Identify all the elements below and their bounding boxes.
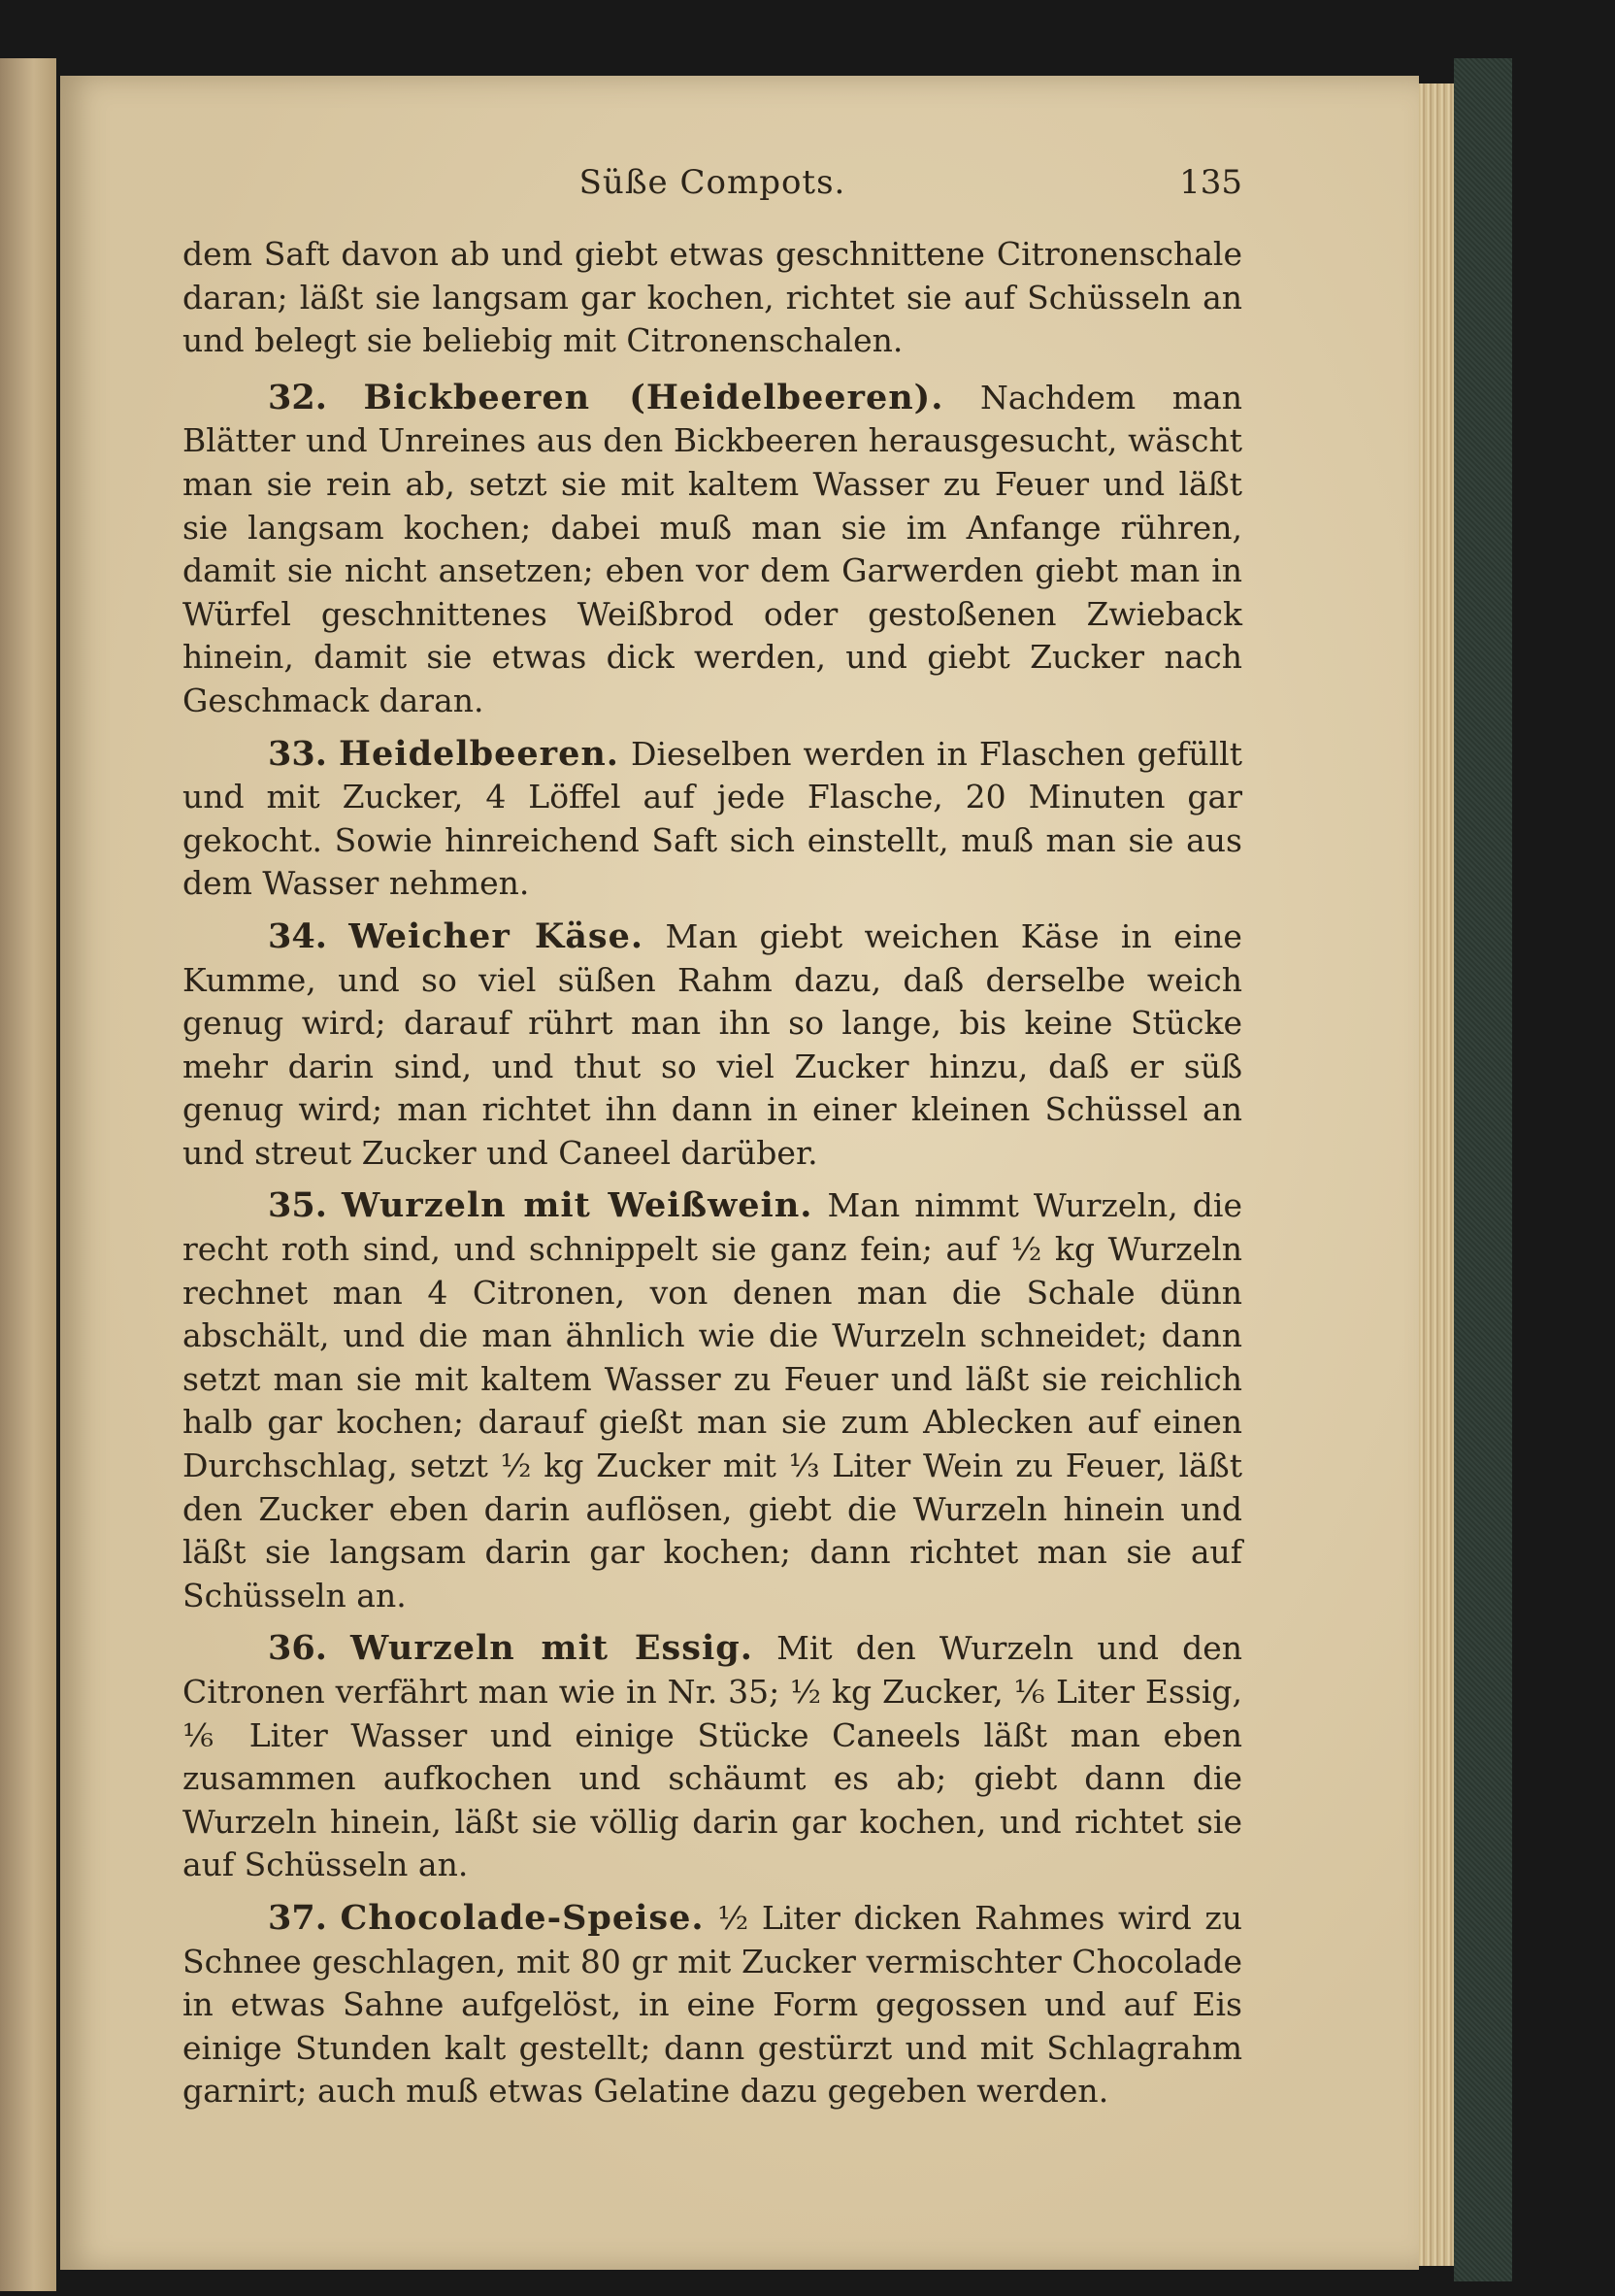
recipe-text: Man nimmt Wurzeln, die recht roth sind, und schnippelt sie ganz fein; auf ½ kg Wurzeln rechnet man 4 Citronen, von denen man die Schale dünn abschält, und die man ähnlich wie die Wurzeln schneidet; dann setzt man sie mit kaltem Wasser zu Feuer und läßt sie reichlich halb gar kochen; darauf gießt man sie zum Ablecken auf einen Durchschlag, setzt ½ kg Zucker mit ⅓ Liter Wein zu Feuer, läßt den Zucker eben darin auflösen, giebt die Wurzeln hinein und läßt sie langsam darin gar kochen; dann richtet man sie auf Schüsseln an. bbox=[182, 1186, 1242, 1614]
page-content bbox=[182, 163, 1242, 2123]
recipe-34 bbox=[182, 915, 1242, 1176]
page-number: 135 bbox=[1179, 163, 1242, 202]
recipe-33 bbox=[182, 733, 1242, 906]
recipe-text: Mit den Wurzeln und den Citronen verfährt man wie in Nr. 35; ½ kg Zucker, ⅙ Liter Essig, ⅙ Liter Wasser und einige Stücke Caneels läßt man eben zusammen aufkochen und schäumt es ab; giebt dann die Wurzeln hinein, läßt sie völlig darin gar kochen, und richtet sie auf Schüsseln an. bbox=[182, 1629, 1242, 1884]
recipe-title: Bickbeeren (Heidelbeeren). bbox=[363, 377, 944, 417]
paragraph-text: dem Saft davon ab und giebt etwas geschnittene Citronenschale daran; läßt sie langsam gar kochen, richtet sie auf Schüsseln an und belegt sie beliebig mit Citronenschalen. bbox=[182, 235, 1242, 360]
recipe-36 bbox=[182, 1627, 1242, 1887]
book-cover bbox=[1454, 58, 1512, 2281]
recipe-text: Nachdem man Blätter und Unreines aus den Bickbeeren herausgesucht, wäscht man sie rein ab, setzt sie mit kaltem Wasser zu Feuer und läßt sie langsam kochen; dabei muß man sie im Anfange rühren, damit sie nicht ansetzen; eben vor dem Garwerden giebt man in Würfel geschnittenes Weißbrod oder gestoßenen Zwieback hinein, damit sie etwas dick werden, und giebt Zucker nach Geschmack daran. bbox=[182, 378, 1242, 719]
recipe-text: Dieselben werden in Flaschen gefüllt und mit Zucker, 4 Löffel auf jede Flasche, 20 Minuten gar gekocht. Sowie hinreichend Saft sich einstellt, muß man sie aus dem Wasser nehmen. bbox=[182, 734, 1242, 903]
recipe-title: Wurzeln mit Essig. bbox=[350, 1628, 753, 1669]
recipe-number: 33. bbox=[268, 733, 327, 774]
recipe-title: Wurzeln mit Weißwein. bbox=[341, 1185, 813, 1226]
recipe-32 bbox=[182, 377, 1242, 723]
left-page-edge bbox=[0, 58, 56, 2291]
recipe-number: 37. bbox=[268, 1897, 327, 1938]
recipe-title: Chocolade-Speise. bbox=[340, 1897, 705, 1938]
recipe-number: 36. bbox=[268, 1628, 327, 1669]
page-header bbox=[182, 163, 1242, 212]
recipe-number: 34. bbox=[268, 915, 327, 956]
running-title: Süße Compots. bbox=[578, 163, 846, 202]
recipe-37 bbox=[182, 1897, 1242, 2113]
recipe-35 bbox=[182, 1184, 1242, 1617]
recipe-number: 32. bbox=[268, 377, 327, 417]
recipe-number: 35. bbox=[268, 1185, 327, 1226]
recipe-title: Weicher Käse. bbox=[348, 915, 644, 956]
paragraph-continuation bbox=[182, 233, 1242, 363]
page-edges bbox=[1419, 83, 1454, 2266]
recipe-text: Man giebt weichen Käse in eine Kumme, und so viel süßen Rahm dazu, daß derselbe weich genug wird; darauf rührt man ihn so lange, bis keine Stücke mehr darin sind, und thut so viel Zucker hinzu, daß er süß genug wird; man richtet ihn dann in einer kleinen Schüssel an und streut Zucker und Caneel darüber. bbox=[182, 916, 1242, 1172]
recipe-title: Heidelbeeren. bbox=[338, 733, 619, 774]
recipe-text: ½ Liter dicken Rahmes wird zu Schnee geschlagen, mit 80 gr mit Zucker vermischter Chocolade in etwas Sahne aufgelöst, in eine Form gegossen und auf Eis einige Stunden kalt gestellt; dann gestürzt und mit Schlagrahm garnirt; auch muß etwas Gelatine dazu gegeben werden. bbox=[182, 1898, 1242, 2111]
